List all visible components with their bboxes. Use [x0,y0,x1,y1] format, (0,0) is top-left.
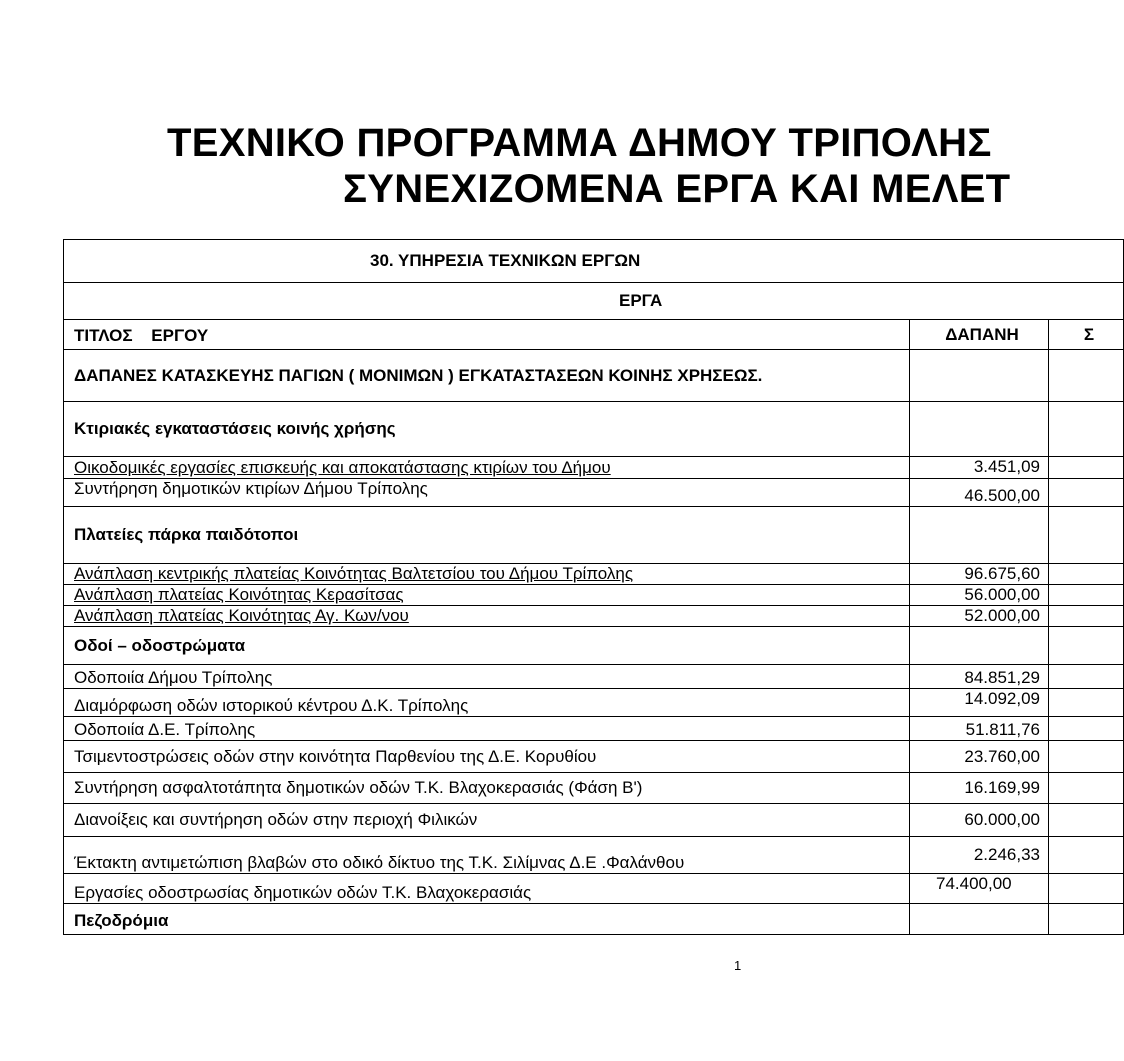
section-heading-sidewalks: Πεζοδρόμια [64,904,910,935]
work-title: Οδοποιία Δ.Ε. Τρίπολης [64,717,910,741]
table-row [64,837,1124,874]
work-cost: 51.811,76 [910,717,1049,741]
table-row [64,741,1124,773]
work-title: Τσιμεντοστρώσεις οδών στην κοινότητα Παρθενίου της Δ.Ε. Κορυθίου [64,741,910,773]
category-heading-row [64,283,1124,320]
table-row [64,717,1124,741]
column-header-cost: ΔΑΠΑΝΗ [910,320,1049,350]
category-heading: ΕΡΓΑ [64,283,1124,320]
column-header-extra: Σ [1049,320,1124,350]
table-row [64,564,1124,585]
column-header-row [64,320,1124,350]
work-title: Εργασίες οδοστρωσίας δημοτικών οδών Τ.Κ. Βλαχοκερασιάς [64,874,910,904]
work-cost: 56.000,00 [910,585,1049,606]
table-row [64,804,1124,837]
work-cost: 23.760,00 [910,741,1049,773]
table-row [64,874,1124,904]
work-title: Συντήρηση ασφαλτοτάπητα δημοτικών οδών Τ.Κ. Βλαχοκερασιάς (Φάση Β') [64,773,910,804]
table-row [64,479,1124,507]
table-row [64,585,1124,606]
table-row [64,665,1124,689]
table-row [64,606,1124,627]
work-cost: 52.000,00 [910,606,1049,627]
section-row [64,627,1124,665]
work-title: Ανάπλαση κεντρικής πλατείας Κοινότητας Βαλτετσίου του Δήμου Τρίπολης [64,564,910,585]
table-row [64,457,1124,479]
main-section-heading: ΔΑΠΑΝΕΣ ΚΑΤΑΣΚΕΥΗΣ ΠΑΓΙΩΝ ( ΜΟΝΙΜΩΝ ) ΕΓΚΑΤΑΣΤΑΣΕΩΝ ΚΟΙΝΗΣ ΧΡΗΣΕΩΣ. [64,350,910,402]
work-title: Έκτακτη αντιμετώπιση βλαβών στο οδικό δίκτυο της Τ.Κ. Σιλίμνας Δ.Ε .Φαλάνθου [64,837,910,874]
work-cost: 2.246,33 [910,837,1049,874]
work-cost: 16.169,99 [910,773,1049,804]
work-title: Οδοποιία Δήμου Τρίπολης [64,665,910,689]
work-cost: 14.092,09 [910,689,1049,717]
work-cost: 96.675,60 [910,564,1049,585]
work-cost: 74.400,00 [910,874,1049,904]
work-title: Συντήρηση δημοτικών κτιρίων Δήμου Τρίπολης [64,479,910,507]
section-heading-buildings: Κτιριακές εγκαταστάσεις κοινής χρήσης [64,402,910,457]
section-heading-squares: Πλατείες πάρκα παιδότοποι [64,507,910,564]
work-title: Διαμόρφωση οδών ιστορικού κέντρου Δ.Κ. Τρίπολης [64,689,910,717]
work-cost: 46.500,00 [910,479,1049,507]
work-cost: 3.451,09 [910,457,1049,479]
section-row [64,507,1124,564]
main-section-row [64,350,1124,402]
work-title: Ανάπλαση πλατείας Κοινότητας Αγ. Κων/νου [64,606,910,627]
document-title-line-2: ΣΥΝΕΧΙΖΟΜΕΝΑ ΕΡΓΑ ΚΑΙ ΜΕΛΕΤ [343,167,1011,211]
table-row [64,773,1124,804]
work-title: Ανάπλαση πλατείας Κοινότητας Κερασίτσας [64,585,910,606]
service-heading-row [64,240,1124,283]
page-number: 1 [734,958,742,973]
works-table [63,239,1124,935]
column-header-title: ΤΙΤΛΟΣ ΕΡΓΟΥ [64,320,910,350]
work-cost: 60.000,00 [910,804,1049,837]
work-title: Οικοδομικές εργασίες επισκευής και αποκατάστασης κτιρίων του Δήμου [64,457,910,479]
work-title: Διανοίξεις και συντήρηση οδών στην περιοχή Φιλικών [64,804,910,837]
section-heading-roads: Οδοί – οδοστρώματα [64,627,910,665]
work-cost: 84.851,29 [910,665,1049,689]
service-heading: 30. ΥΠΗΡΕΣΙΑ ΤΕΧΝΙΚΩΝ ΕΡΓΩΝ [64,240,1124,283]
table-row [64,689,1124,717]
section-row [64,402,1124,457]
document-title-line-1: ΤΕΧΝΙΚΟ ΠΡΟΓΡΑΜΜΑ ΔΗΜΟΥ ΤΡΙΠΟΛΗΣ [167,121,992,165]
section-row [64,904,1124,935]
